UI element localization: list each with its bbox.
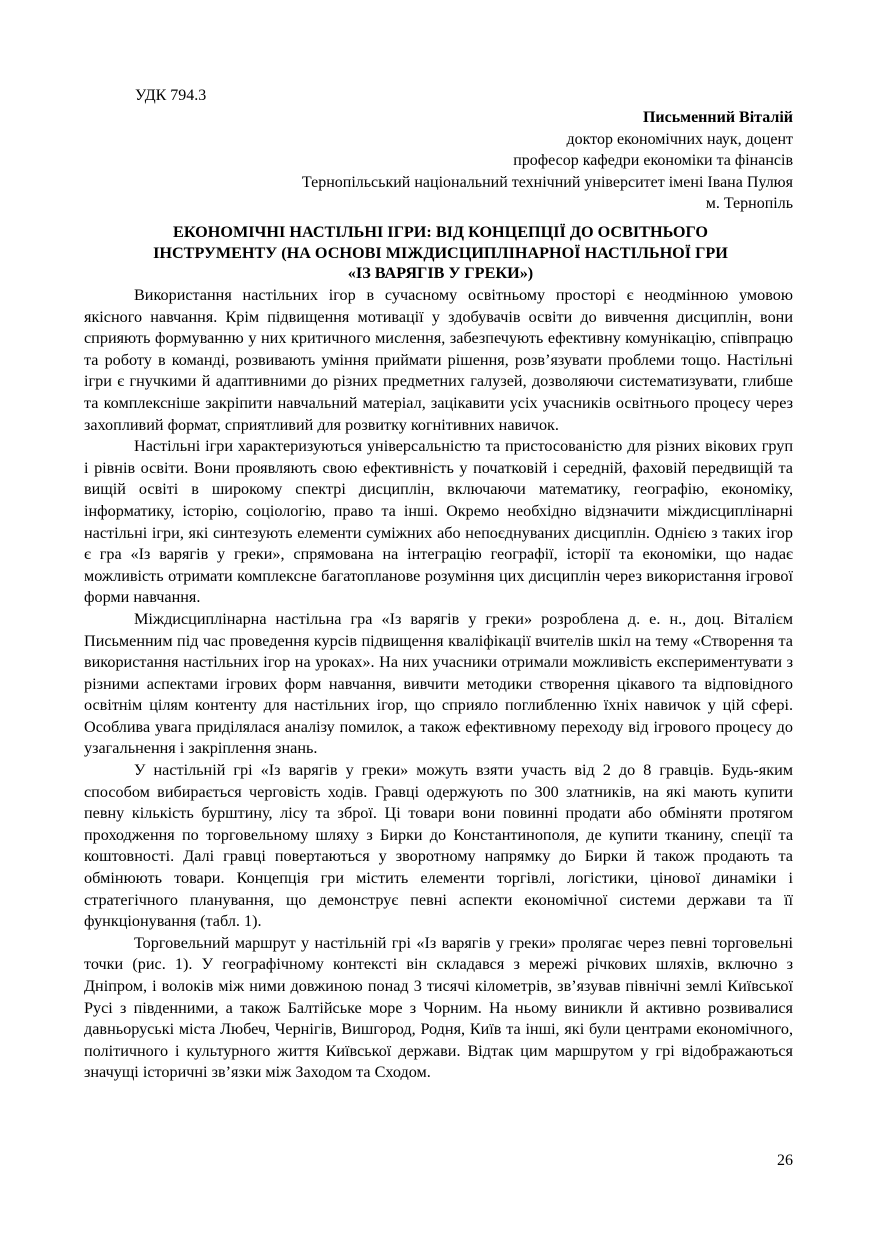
page-number: 26 <box>777 1152 793 1169</box>
author-name: Письменний Віталій <box>642 109 793 126</box>
author-block <box>302 107 793 215</box>
author-university: Тернопільський національний технічний університет імені Івана Пулюя <box>301 173 793 191</box>
udk-code: УДК 794.3 <box>135 87 207 104</box>
paragraph: Настільні ігри характеризуються універсальністю та пристосованістю для різних вікових груп і рівнів освіти. Вони проявляють свою ефективність у початковій і середній, фаховій передвищій та вищій освіті в широкому спектрі дисциплін, включаючи математику, географію, економіку, інформатику, історію, соціологію, право та інші. Окремо необхідно відзначити міждисциплінарні настільні ігри, які синтезують елементи суміжних або непоєднуваних дисциплін. Однією з таких ігор є гра «Із варягів у греки», спрямована на інтеграцію географії, історії та економіки, що надає можливість отримати комплексне багатопланове розуміння цих дисциплін через використання ігрової форми навчання. <box>84 437 793 607</box>
article-body <box>84 285 793 1084</box>
title-line-2: ІНСТРУМЕНТУ (НА ОСНОВІ МІЖДИСЦИПЛІНАРНОЇ НАСТІЛЬНОЇ ГРИ <box>153 243 728 262</box>
article-title <box>100 222 781 284</box>
paragraph: Використання настільних ігор в сучасному освітньому просторі є неодмінною умовою якісного навчання. Крім підвищення мотивації у здобувачів освіти до вивчення дисциплін, вони сприяють формуванню у них критичного мислення, забезпечують ефективну комунікацію, співпрацю та роботу в команді, розвивають уміння приймати рішення, розв’язувати проблеми тощо. Настільні ігри є гнучкими й адаптивними до різних предметних галузей, дозволяючи систематизувати, глибше та комплексніше закріпити навчальний матеріал, зацікавити усіх учасників освітнього процесу через захопливий формат, сприятливий для розвитку когнітивних навичок. <box>84 286 793 434</box>
paragraph: У настільній грі «Із варягів у греки» можуть взяти участь від 2 до 8 гравців. Будь-яким способом вибирається черговість ходів. Гравці одержують по 300 златників, на які мають купити певну кількість бурштину, лісу та зброї. Ці товари вони повинні продати або обміняти протягом проходження по торговельному шляху з Бирки до Константинополя, де купити тканину, спеції та коштовності. Далі гравці повертаються у зворотному напрямку до Бирки й також продають та обмінюють товари. Концепція гри містить елементи торгівлі, логістики, цінової динаміки і стратегічного планування, що демонструє певні аспекти економічної системи держави та її функціонування (табл. 1). <box>84 761 793 931</box>
author-degree: доктор економічних наук, доцент <box>566 130 793 148</box>
paragraph: Міждисциплінарна настільна гра «Із варягів у греки» розроблена д. е. н., доц. Віталієм Письменним під час проведення курсів підвищення кваліфікації вчителів шкіл на тему «Створення та використання настільних ігор на уроках». На них учасники отримали можливість експериментувати з різними аспектами ігрових форм навчання, вивчити методики створення цікавого та відповідного освітнім цілям контенту для настільних ігор, що сприяло поглибленню їхніх навичок у цій сфері. Особлива увага приділялася аналізу помилок, а також ефективному переходу від ігрового процесу до узагальнення і закріплення знань. <box>84 609 793 758</box>
author-city: м. Тернопіль <box>705 195 793 212</box>
paragraph: Торговельний маршрут у настільній грі «Із варягів у греки» пролягає через певні торговельні точки (рис. 1). У географічному контексті він складався з мережі річкових шляхів, включно з Дніпром, і волоків між ними довжиною понад 3 тисячі кілометрів, зв’язував північні землі Київської Русі з південними, а також Балтійське море з Чорним. На ньому виникли й активно розвивалися давньоруські міста Любеч, Чернігів, Вишгород, Родня, Київ та інші, які були центрами економічного, політичного і культурного життя Київської держави. Відтак цим маршрутом у грі відображаються значущі історичні зв’язки між Заходом та Сходом. <box>84 933 793 1082</box>
author-position: професор кафедри економіки та фінансів <box>513 152 793 169</box>
title-line-1: ЕКОНОМІЧНІ НАСТІЛЬНІ ІГРИ: ВІД КОНЦЕПЦІЇ ДО ОСВІТНЬОГО <box>173 223 708 241</box>
title-line-3: «ІЗ ВАРЯГІВ У ГРЕКИ») <box>347 264 534 282</box>
